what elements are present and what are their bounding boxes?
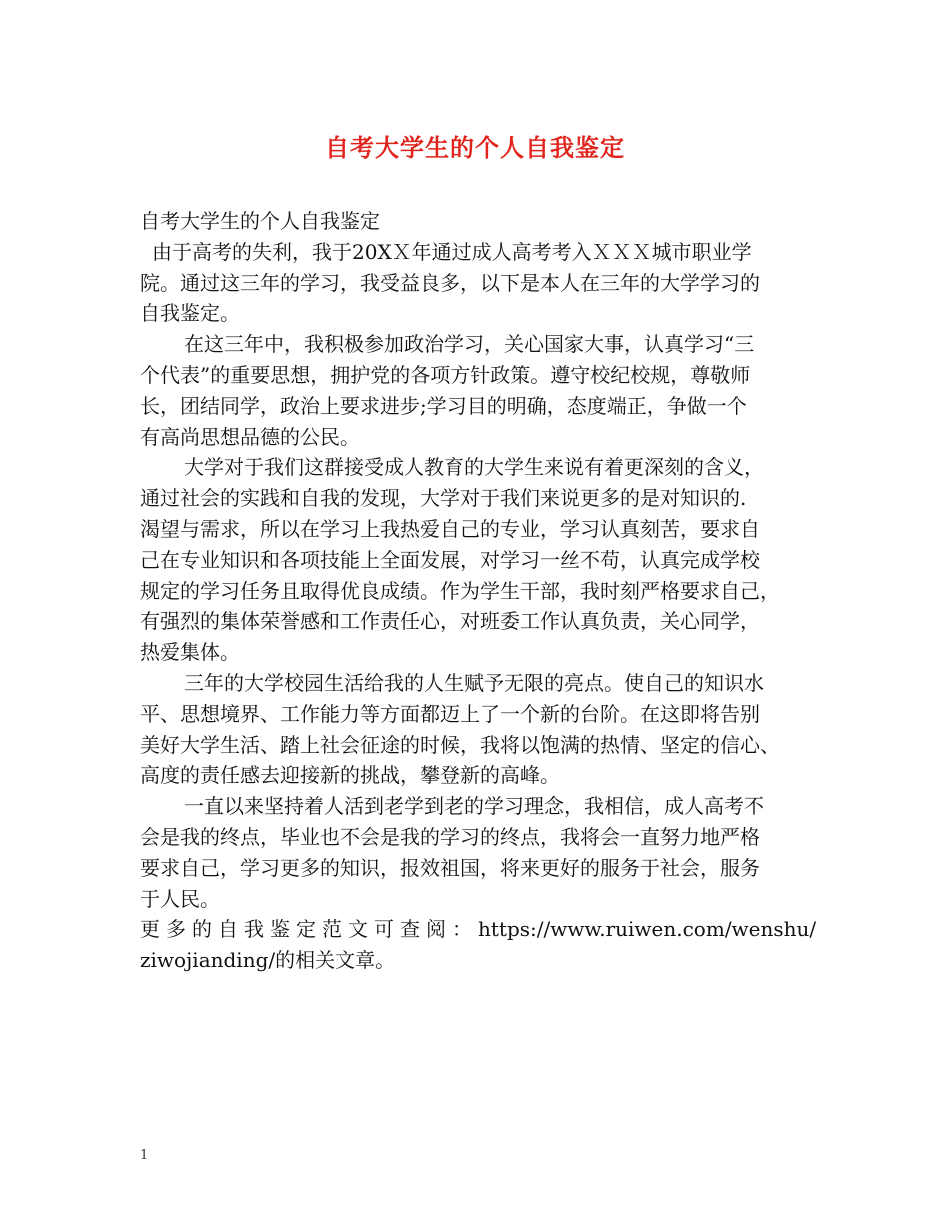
paragraph-line: 在这三年中，我积极参加政治学习，关心国家大事，认真学习“三	[184, 332, 755, 357]
paragraph-4	[140, 668, 815, 791]
document-subtitle: 自考大学生的个人自我鉴定	[140, 209, 380, 233]
paragraph-2	[140, 329, 815, 452]
paragraph-line: 己在专业知识和各项技能上全面发展，对学习一丝不苟，认真完成学校	[140, 547, 760, 572]
more-articles-url-part1: https://www.ruiwen.com/wenshu/	[478, 917, 817, 942]
paragraph-line: 美好大学生活、踏上社会征途的时候，我将以饱满的热情、坚定的信心、	[140, 732, 780, 757]
more-articles-line	[140, 945, 815, 976]
paragraph-line: 长，团结同学，政治上要求进步;学习目的明确，态度端正，争做一个	[140, 393, 747, 418]
paragraph-line: 一直以来坚持着人活到老学到老的学习理念，我相信，成人高考不	[184, 794, 764, 819]
paragraph-line: 由于高考的失利，我于20XＸ年通过成人高考考入ＸＸＸ城市职业学	[152, 239, 752, 264]
paragraph-line: 三年的大学校园生活给我的人生赋予无限的亮点。使自己的知识水	[184, 670, 764, 695]
paragraph-line: 个代表”的重要思想，拥护党的各项方针政策。遵守校纪校规，尊敬师	[140, 362, 751, 387]
more-articles-note	[140, 914, 815, 976]
paragraph-line: 有高尚思想品德的公民。	[140, 424, 360, 449]
document-body	[140, 206, 815, 976]
paragraph-line: 通过社会的实践和自我的发现，大学对于我们来说更多的是对知识的.	[140, 486, 747, 511]
more-articles-suffix: 的相关文章。	[275, 948, 396, 973]
paragraph-line: 有强烈的集体荣誉感和工作责任心，对班委工作认真负责，关心同学，	[140, 609, 760, 634]
paragraph-line: 院。通过这三年的学习，我受益良多，以下是本人在三年的大学学习的	[140, 270, 760, 295]
paragraph-3	[140, 452, 815, 668]
more-articles-line	[140, 914, 815, 945]
paragraph-line: 于人民。	[140, 886, 220, 911]
paragraph-line: 自我鉴定。	[140, 301, 240, 326]
paragraph-line: 高度的责任感去迎接新的挑战，攀登新的高峰。	[140, 763, 560, 788]
paragraph-1	[140, 237, 815, 329]
document-title: 自考大学生的个人自我鉴定	[325, 133, 625, 162]
page-number: 1	[140, 1148, 149, 1163]
paragraph-line: 要求自己，学习更多的知识，报效祖国，将来更好的服务于社会，服务	[140, 855, 760, 880]
more-articles-prefix: 更多的自我鉴定范文可查阅：	[140, 917, 478, 942]
paragraph-line: 大学对于我们这群接受成人教育的大学生来说有着更深刻的含义，	[184, 455, 764, 480]
more-articles-url-part2: ziwojianding/	[140, 948, 276, 973]
paragraph-line: 规定的学习任务且取得优良成绩。作为学生干部，我时刻严格要求自己，	[140, 578, 780, 603]
paragraph-line: 热爱集体。	[140, 640, 240, 665]
paragraph-5	[140, 791, 815, 914]
paragraph-line: 平、思想境界、工作能力等方面都迈上了一个新的台阶。在这即将告别	[140, 701, 760, 726]
paragraph-line: 会是我的终点，毕业也不会是我的学习的终点，我将会一直努力地严格	[140, 824, 760, 849]
paragraph-line: 渴望与需求，所以在学习上我热爱自己的专业，学习认真刻苦，要求自	[140, 516, 760, 541]
